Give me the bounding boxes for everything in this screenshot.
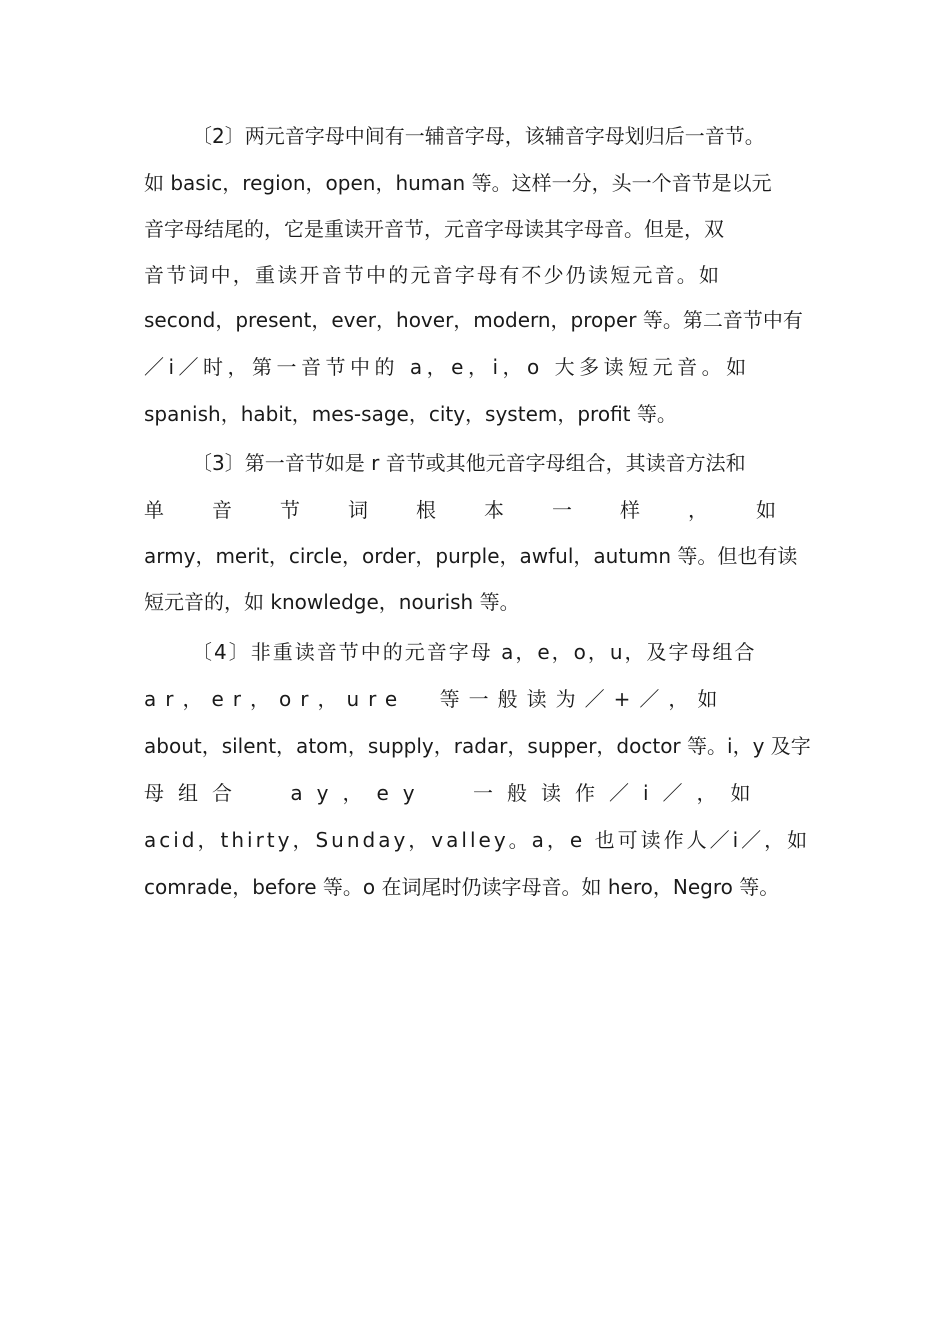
paragraph-3-line-3: army，merit，circle，order，purple，awful，autumn 等。但也有读 [144, 544, 798, 568]
paragraph-4-line-4: 母组合 ay，ey 一般读作／i／，如 [144, 781, 765, 805]
paragraph-2-line-1: 〔2〕两元音字母中间有一辅音字母，该辅音字母划归后一音节。 [192, 124, 765, 148]
paragraph-2-line-5: second，present，ever，hover，modern，proper 等。第二音节中有 [144, 308, 803, 332]
paragraph-2-line-7: spanish，habit，mes-sage，city，system，profit 等。 [144, 402, 677, 426]
paragraph-4-line-6: comrade，before 等。o 在词尾时仍读字母音。如 hero，Negro 等。 [144, 875, 780, 899]
paragraph-2-line-4: 音节词中，重读开音节中的元音字母有不少仍读短元音。如 [144, 263, 722, 287]
paragraph-4-line-3: about，silent，atom，supply，radar，supper，doctor 等。i，y 及字 [144, 734, 811, 758]
paragraph-2-line-2: 如 basic，region，open，human 等。这样一分，头一个音节是以元 [144, 171, 772, 195]
paragraph-4-line-5: acid，thirty，Sunday，valley。a，e 也可读作人／i／，如 [144, 828, 811, 852]
paragraph-3-line-4: 短元音的，如 knowledge，nourish 等。 [144, 590, 520, 614]
paragraph-2-line-3: 音字母结尾的，它是重读开音节，元音字母读其字母音。但是，双 [144, 217, 724, 241]
paragraph-4-line-2: ar，er，or，ure 等一般读为／+／，如 [144, 687, 727, 711]
paragraph-4-line-1: 〔4〕非重读音节中的元音字母 a，e，o，u，及字母组合 [192, 640, 757, 664]
paragraph-3-line-2: 单音节词根本一样，如 [144, 498, 824, 522]
paragraph-3-line-1: 〔3〕第一音节如是 r 音节或其他元音字母组合，其读音方法和 [192, 451, 746, 475]
paragraph-2-line-6: ／i／时，第一音节中的 a，e，i，o 大多读短元音。如 [144, 355, 751, 379]
